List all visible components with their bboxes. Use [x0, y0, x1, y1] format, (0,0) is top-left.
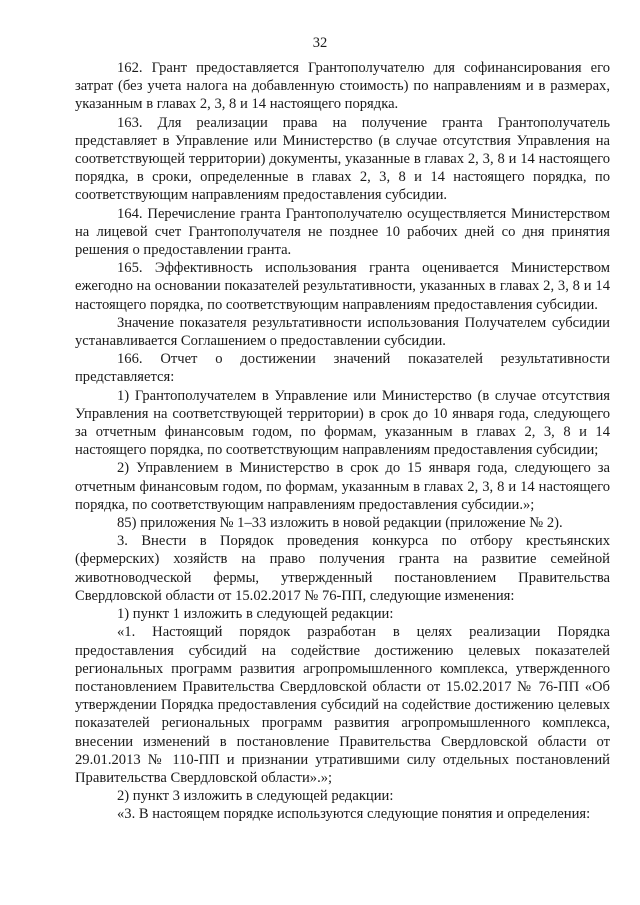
- paragraph-166-item-1: 1) Грантополучателем в Управление или Министерство (в случае отсутствия Управления на соответствующей территории) в срок до 10 января года, следующего за отчетным финансовым годом, по формам, указанным в главах 2, 3, 8 и 14 настоящего порядка, по соответствующим направлениям предоставления субсидии;: [75, 387, 610, 459]
- paragraph-item-1-heading: 1) пункт 1 изложить в следующей редакции:: [117, 606, 394, 623]
- document-body: [75, 59, 610, 824]
- paragraph-point-1-text: «1. Настоящий порядок разработан в целях реализации Порядка предоставления субсидий на содействие достижению целевых показателей региональных программ развития агропромышленного комплекса, утвержденного постановлением Правительства Свердловской области от 15.02.2017 № 76-ПП «Об утверждении Порядка предоставления субсидий на содействие достижению целевых показателей региональных программ развития агропромышленного комплекса, внесении изменений в постановление Правительства Свердловской области от 29.01.2013 № 110-ПП и признании утратившими силу отдельных постановлений Правительства Свердловской области».»;: [75, 624, 610, 786]
- paragraph-166: 166. Отчет о достижении значений показателей результативности представляется:: [75, 351, 610, 386]
- paragraph-163: 163. Для реализации права на получение гранта Грантополучатель представляет в Управление или Министерство (в случае отсутствия Управления на соответствующей территории) документы, указанные в главах 2, 3, 8 и 14 настоящего порядка, в сроки, определенные в главах 2, 3, 8 и 14 настоящего порядка, по соответствующим направлениям предоставления субсидии.: [75, 114, 610, 204]
- paragraph-166-item-2: 2) Управлением в Министерство в срок до 15 января года, следующего за отчетным финансовым годом, по формам, указанным в главах 2, 3, 8 и 14 настоящего порядка, по соответствующим направлениям предоставления субсидии.»;: [75, 460, 610, 513]
- paragraph-85: 85) приложения № 1–33 изложить в новой редакции (приложение № 2).: [117, 515, 563, 532]
- paragraph-164: 164. Перечисление гранта Грантополучателю осуществляется Министерством на лицевой счет Грантополучателя не позднее 10 рабочих дней со дня принятия решения о предоставлении гранта.: [75, 205, 610, 259]
- paragraph-point-3-text: «3. В настоящем порядке используются следующие понятия и определения:: [117, 806, 591, 823]
- paragraph-item-2-heading: 2) пункт 3 изложить в следующей редакции:: [117, 788, 394, 805]
- paragraph-165: 165. Эффективность использования гранта оценивается Министерством ежегодно на основании показателей результативности, указанных в главах 2, 3, 8 и 14 настоящего порядка, по соответствующим направлениям предоставления субсидии.: [75, 260, 610, 313]
- paragraph-indicator-value: Значение показателя результативности использования Получателем субсидии устанавливается Соглашением о предоставлении субсидии.: [75, 314, 610, 350]
- page-number: 32: [312, 35, 328, 51]
- paragraph-162: 162. Грант предоставляется Грантополучателю для софинансирования его затрат (без учета налога на добавленную стоимость) по направлениям и в размерах, указанным в главах 2, 3, 8 и 14 настоящего порядка.: [75, 60, 610, 113]
- paragraph-section-3: 3. Внести в Порядок проведения конкурса по отбору крестьянских (фермерских) хозяйств на право получения гранта на развитие семейной животноводческой фермы, утвержденный постановлением Правительства Свердловской области от 15.02.2017 № 76-ПП, следующие изменения:: [75, 533, 610, 604]
